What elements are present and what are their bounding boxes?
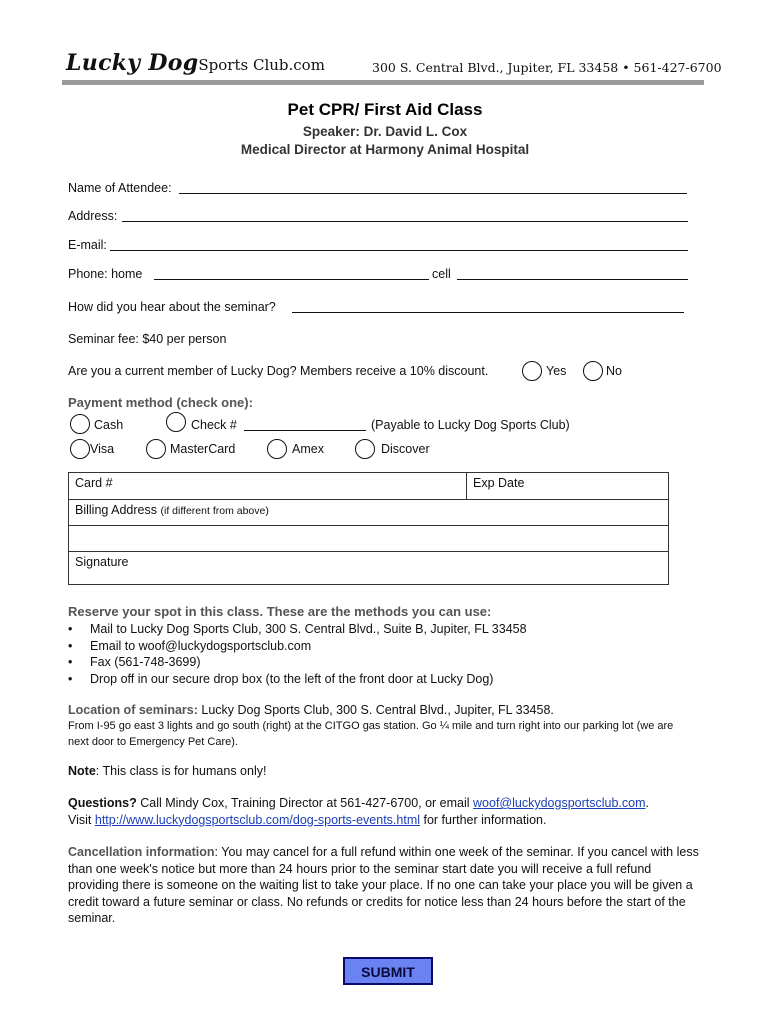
speaker-name: Speaker: Dr. David L. Cox (302, 124, 468, 139)
heard-label: How did you hear about the seminar? (68, 300, 276, 314)
visit-text: Visit (68, 812, 95, 827)
name-label: Name of Attendee: (68, 181, 172, 195)
list-item: • Fax (561-748-3699) (90, 654, 527, 671)
cash-radio[interactable] (70, 414, 90, 434)
check-label: Check # (191, 418, 237, 432)
logo (66, 50, 325, 76)
header-divider (62, 80, 704, 85)
billing-address-cell[interactable] (69, 500, 669, 526)
exp-date-label: Exp Date (473, 476, 525, 490)
amex-label: Amex (292, 442, 324, 456)
address-label: Address: (68, 209, 118, 223)
cancellation-label: Cancellation information (68, 845, 215, 859)
check-note: (Payable to Lucky Dog Sports Club) (371, 418, 570, 432)
payment-heading: Payment method (check one): (68, 395, 253, 410)
check-radio[interactable] (166, 412, 186, 432)
list-item: • Drop off in our secure drop box (to the left of the front door at Lucky Dog) (90, 671, 527, 688)
visa-radio[interactable] (70, 439, 90, 459)
list-item: • Email to woof@luckydogsportsclub.com (90, 638, 527, 655)
exp-date-cell[interactable] (467, 473, 669, 500)
events-url-link[interactable]: http://www.luckydogsportsclub.com/dog-sports-events.html (94, 812, 421, 827)
questions-label: Questions? (68, 796, 137, 810)
billing-address-line2[interactable] (69, 526, 669, 552)
phone-cell-field[interactable] (457, 279, 688, 280)
email-label: E-mail: (68, 238, 107, 252)
questions-paragraph (68, 795, 708, 828)
signature-cell[interactable] (69, 552, 669, 585)
page-title: Pet CPR/ First Aid Class (287, 100, 483, 119)
signature-label: Signature (75, 555, 129, 569)
billing-address-note: (if different from above) (160, 505, 269, 517)
heard-field[interactable] (292, 312, 684, 313)
note-text: : This class is for humans only! (95, 764, 267, 778)
note-label: Note (68, 764, 96, 778)
discover-radio[interactable] (355, 439, 375, 459)
submit-button[interactable]: SUBMIT (343, 957, 433, 985)
mastercard-radio[interactable] (146, 439, 166, 459)
list-item: • Mail to Lucky Dog Sports Club, 300 S. Central Blvd., Suite B, Jupiter, FL 33458 (90, 621, 527, 638)
member-yes-radio[interactable] (522, 361, 542, 381)
member-yes-label: Yes (546, 364, 567, 378)
amex-radio[interactable] (267, 439, 287, 459)
cancellation-paragraph (68, 844, 700, 927)
questions-period: . (645, 796, 650, 810)
discover-label: Discover (381, 442, 430, 456)
reserve-heading: Reserve your spot in this class. These are the methods you can use: (68, 604, 492, 619)
header-address: 300 S. Central Blvd., Jupiter, FL 33458 • 561-427-6700 (372, 60, 722, 75)
card-number-label: Card # (75, 476, 113, 490)
visa-label: Visa (90, 442, 115, 456)
seminar-fee: Seminar fee: $40 per person (68, 332, 227, 346)
cash-label: Cash (94, 418, 124, 432)
location-text: Lucky Dog Sports Club, 300 S. Central Blvd., Jupiter, FL 33458. (197, 703, 554, 717)
questions-text: Call Mindy Cox, Training Director at 561-427-6700, or email (136, 796, 474, 810)
logo-script-text: Lucky Dog (66, 50, 199, 76)
reserve-methods-list (68, 621, 527, 687)
address-field[interactable] (122, 221, 688, 222)
location-label: Location of seminars: (68, 703, 198, 717)
speaker-role: Medical Director at Harmony Animal Hospital (240, 142, 530, 157)
member-question: Are you a current member of Lucky Dog? Members receive a 10% discount. (68, 364, 489, 378)
phone-home-field[interactable] (154, 279, 429, 280)
location-directions: From I-95 go east 3 lights and go south (right) at the CITGO gas station. Go ¼ mile and turn right into our parking lot (we are next door to Emergency Pet Care). (68, 720, 674, 748)
phone-home-label: Phone: home (68, 267, 143, 281)
email-field[interactable] (110, 250, 688, 251)
name-field[interactable] (179, 193, 687, 194)
card-details-table (68, 472, 669, 585)
cancellation-text: : You may cancel for a full refund within one week of the seminar. If you cancel with less than one week's notice but more than 24 hours prior to the seminar start date you will receive a full refund providing there is someone on the waiting list to take your place. If no one can take your place you will be given a credit toward a future seminar or class. No refunds or credits for notice less than 24 hours before the start of the seminar. (68, 845, 699, 925)
visit-suffix: for further information. (420, 812, 547, 827)
logo-rest-text: Sports Club.com (198, 56, 325, 74)
member-no-radio[interactable] (583, 361, 603, 381)
mastercard-label: MasterCard (170, 442, 236, 456)
questions-email-link[interactable]: woof@luckydogsportsclub.com (473, 796, 646, 810)
cell-label: cell (432, 267, 451, 281)
billing-address-label: Billing Address (75, 503, 157, 517)
location-paragraph (68, 702, 708, 719)
card-number-cell[interactable] (69, 473, 467, 500)
member-no-label: No (606, 364, 622, 378)
check-number-field[interactable] (244, 430, 366, 431)
note-paragraph (68, 763, 708, 780)
